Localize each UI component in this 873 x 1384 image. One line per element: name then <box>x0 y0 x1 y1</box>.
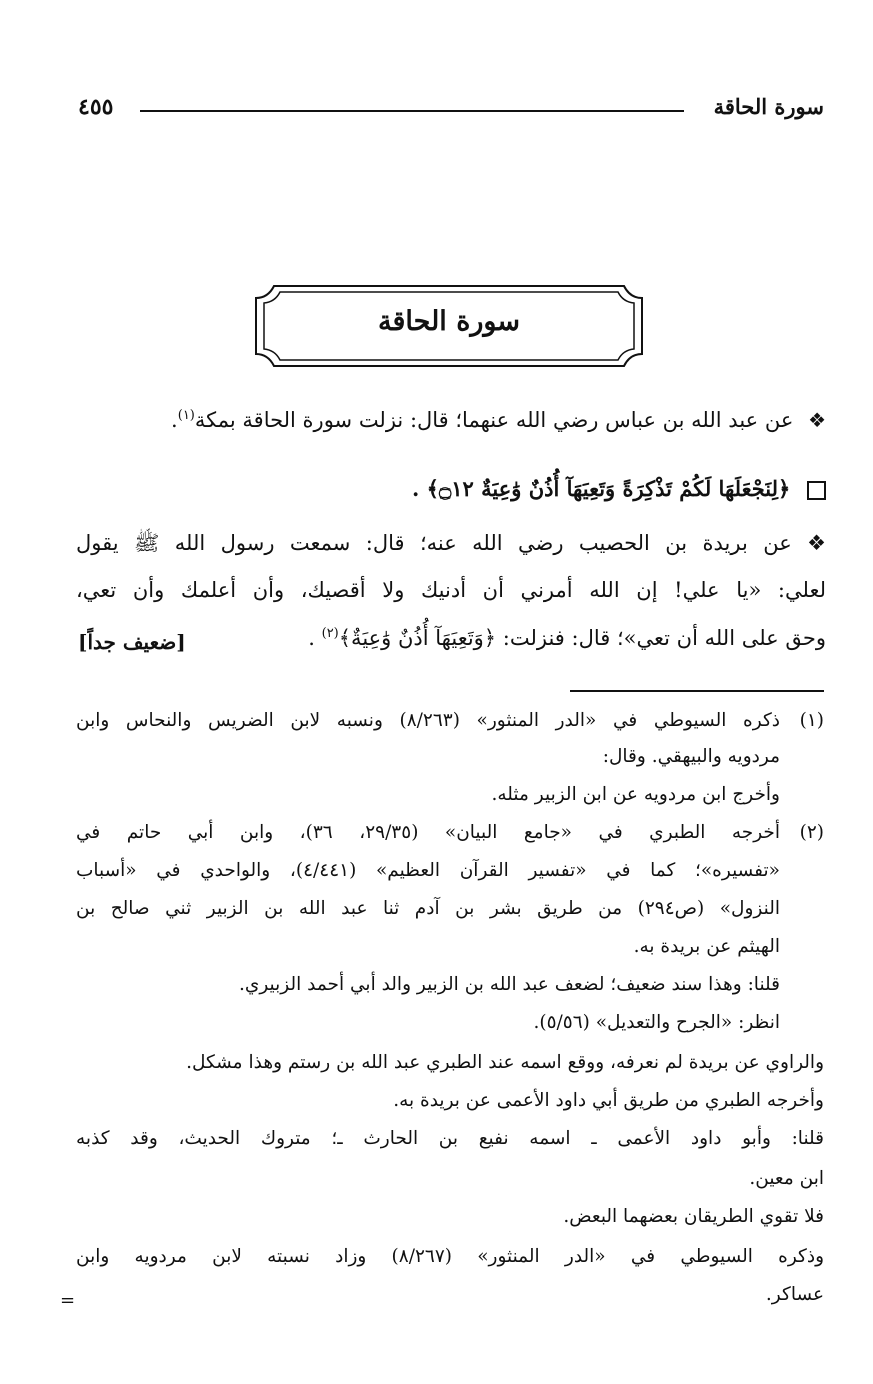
hadith-1 <box>76 408 826 432</box>
footnote-2-line-6 <box>76 1012 824 1033</box>
hadith-2-line-2 <box>76 578 826 602</box>
hadith-2-text-1: ❖ عن بريدة بن الحصيب رضي الله عنه؛ قال: سمعت رسول الله ﷺ يقول <box>76 531 826 555</box>
footnote-text: انظر: «الجرح والتعديل» (٥/٥٦). <box>533 1012 780 1033</box>
verse-line <box>76 476 826 501</box>
continuation-mark: = <box>60 1290 76 1311</box>
footnote-2-line-8 <box>76 1090 824 1111</box>
footnote-text: ذكره السيوطي في «الدر المنثور» (٨/٢٦٣) ونسبه لابن الضريس والنحاس وابن <box>76 710 780 731</box>
hadith-2-end: . <box>308 626 322 650</box>
footnote-2-number: (٢) <box>799 822 824 843</box>
footnote-2-line-4 <box>76 936 824 957</box>
running-header <box>78 92 824 128</box>
footnote-2-line-10 <box>76 1168 824 1189</box>
footnote-text: الهيثم عن بريدة به. <box>633 936 780 957</box>
hadith-2-text-2: لعلي: «يا علي! إن الله أمرني أن أدنيك ولا أقصيك، وأن أعلمك وأن تعي، <box>76 578 826 602</box>
footnote-text: والراوي عن بريدة لم نعرفه، ووقع اسمه عند الطبري عبد الله بن رستم وهذا مشكل. <box>186 1052 824 1073</box>
footnote-text: مردويه والبيهقي. وقال: <box>602 746 780 767</box>
square-bullet-icon <box>807 481 826 500</box>
footnote-text: قلنا: وأبو داود الأعمى ـ اسمه نفيع بن الحارث ـ؛ متروك الحديث، وقد كذبه <box>76 1128 824 1149</box>
hadith-1-end: . <box>171 408 178 432</box>
diamond-bullet-icon: ❖ <box>808 408 826 432</box>
footnote-text: ابن معين. <box>749 1168 824 1189</box>
footnote-2-line-9 <box>76 1128 824 1149</box>
footnote-separator <box>570 690 824 692</box>
footnote-text: وأخرجه الطبري من طريق أبي داود الأعمى عن بريدة به. <box>393 1090 824 1111</box>
quran-verse: ﴿لِنَجْعَلَهَا لَكُمْ تَذْكِرَةً وَتَعِيَهَآ أُذُنٌ وَٰعِيَةٌ ۝١٢﴾ . <box>412 476 791 501</box>
footnote-2-line-1 <box>76 822 824 843</box>
footnote-1-line-3 <box>76 784 824 805</box>
surah-title-frame <box>254 284 644 368</box>
footnote-2-line-7 <box>76 1052 824 1073</box>
footnote-text: فلا تقوي الطريقان بعضهما البعض. <box>563 1206 824 1227</box>
footnote-2-line-5 <box>76 974 824 995</box>
footnote-1-line-2 <box>76 746 824 767</box>
footnote-ref-1[interactable]: (١) <box>177 408 195 423</box>
footnote-2-line-11 <box>76 1206 824 1227</box>
footnote-2-line-13 <box>76 1284 824 1305</box>
footnote-1-number: (١) <box>799 710 824 731</box>
footnote-2-line-2 <box>76 860 824 881</box>
footnote-text: قلنا: وهذا سند ضعيف؛ لضعف عبد الله بن الزبير والد أبي أحمد الزبيري. <box>238 974 780 995</box>
header-rule <box>140 110 684 112</box>
surah-title: سورة الحاقة <box>378 306 520 337</box>
footnote-ref-2[interactable]: (٢) <box>321 626 339 641</box>
footnote-2-line-12 <box>76 1246 824 1267</box>
hadith-grade: [ضعيف جداً] <box>78 630 186 654</box>
page-number: ٤٥٥ <box>78 94 114 120</box>
footnote-text: عساكر. <box>765 1284 824 1305</box>
footnote-text: «تفسيره»؛ كما في «تفسير القرآن العظيم» (٤/٤٤١)، والواحدي في «أسباب <box>76 860 780 881</box>
footnote-text: وأخرج ابن مردويه عن ابن الزبير مثله. <box>491 784 780 805</box>
header-surah-name: سورة الحاقة <box>713 94 824 119</box>
hadith-2-line-1 <box>76 530 826 561</box>
footnote-1-line-1 <box>76 710 824 731</box>
footnote-text: وذكره السيوطي في «الدر المنثور» (٨/٢٦٧) وزاد نسبته لابن مردويه وابن <box>76 1246 825 1267</box>
hadith-1-text: عن عبد الله بن عباس رضي الله عنهما؛ قال: نزلت سورة الحاقة بمكة <box>194 408 794 432</box>
footnote-2-line-3 <box>76 898 824 919</box>
hadith-2-line-3 <box>280 626 826 650</box>
footnote-text: أخرجه الطبري في «جامع البيان» (٢٩/٣٥، ٣٦)، وابن أبي حاتم في <box>76 822 780 843</box>
footnote-text: النزول» (ص٢٩٤) من طريق بشر بن آدم ثنا عبد الله بن الزبير ثني صالح بن <box>76 898 780 919</box>
hadith-2-text-3: وحق على الله أن تعي»؛ قال: فنزلت: ﴿وَتَعِيَهَآ أُذُنٌ وَٰعِيَةٌ﴾ <box>338 626 826 650</box>
